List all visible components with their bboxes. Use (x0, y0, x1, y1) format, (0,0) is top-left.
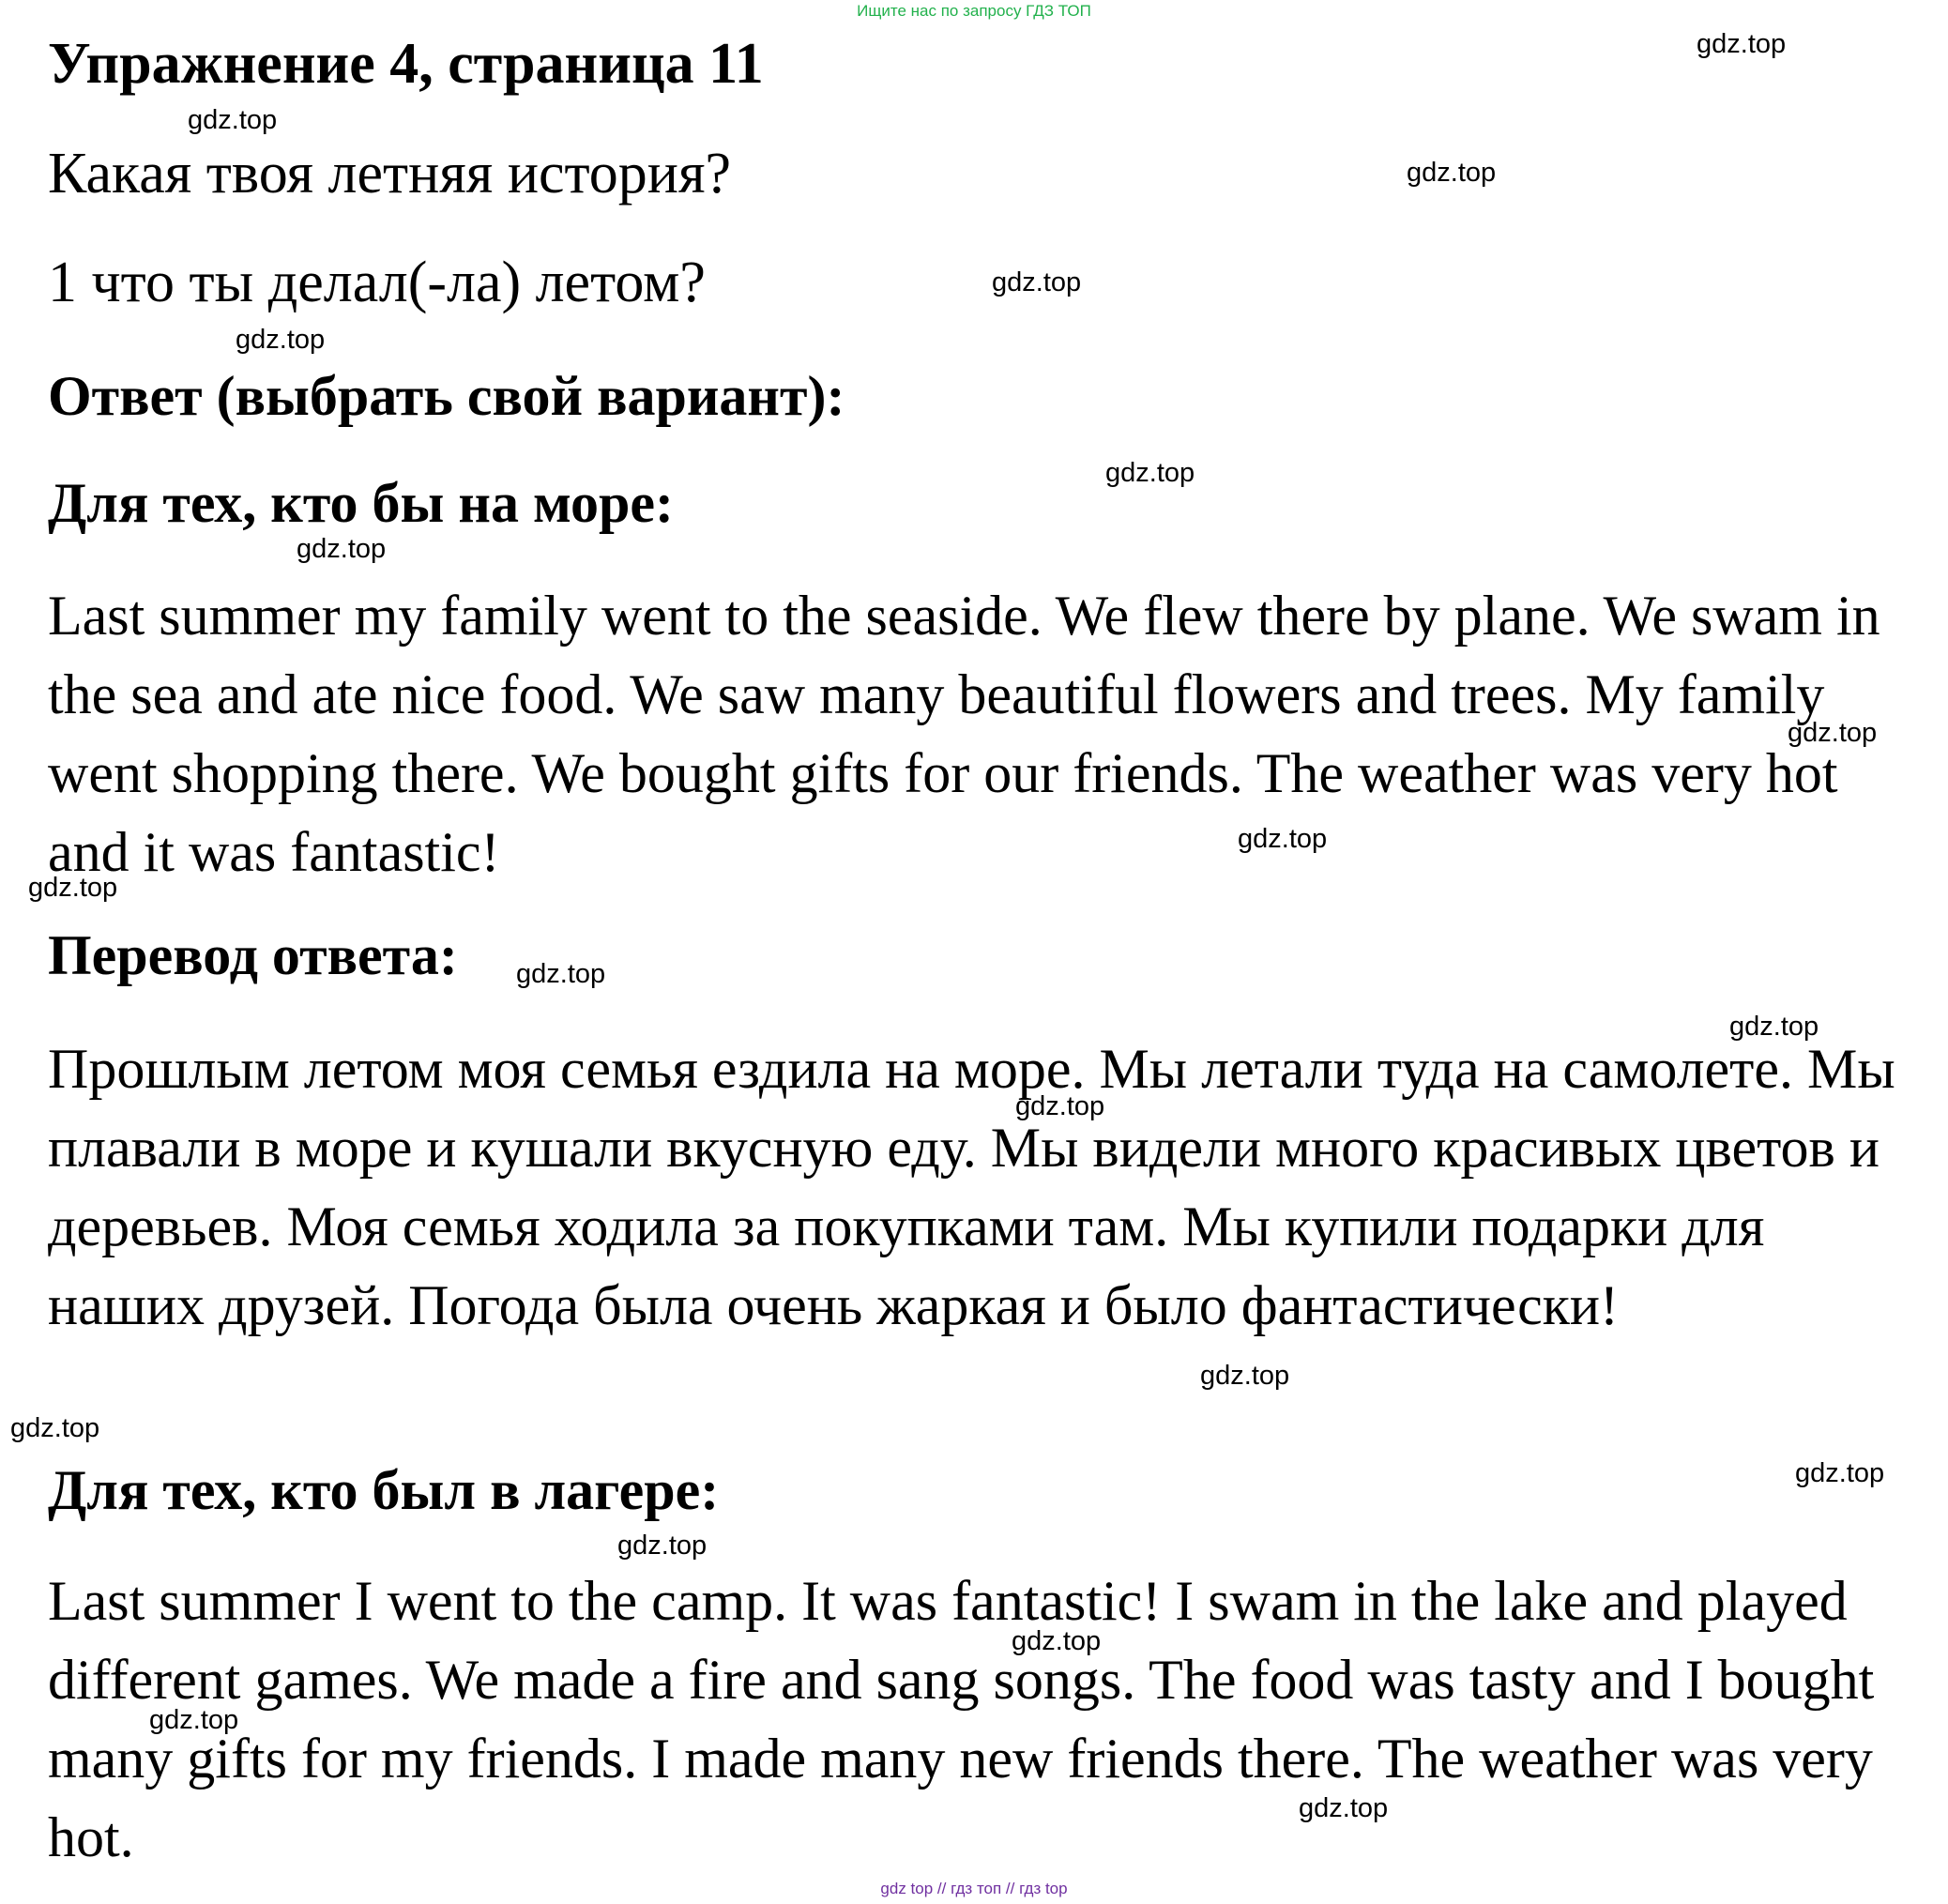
top-banner: Ищите нас по запросу ГДЗ ТОП (857, 2, 1091, 20)
watermark: gdz.top (28, 873, 118, 903)
watermark: gdz.top (1012, 1626, 1102, 1656)
camp-section-heading: Для тех, кто был в лагере: (48, 1459, 720, 1521)
answer-heading: Ответ (выбрать свой вариант): (48, 365, 845, 427)
watermark: gdz.top (149, 1705, 239, 1735)
bottom-banner: gdz top // гдз топ // гдз top (880, 1880, 1068, 1897)
watermark: gdz.top (1238, 824, 1328, 854)
watermark: gdz.top (1788, 718, 1878, 748)
watermark: gdz.top (10, 1413, 100, 1443)
watermark: gdz.top (1299, 1793, 1389, 1823)
watermark: gdz.top (1697, 29, 1787, 59)
watermark: gdz.top (297, 534, 387, 564)
camp-section-text: Last summer I went to the camp. It was fantastic! I swam in the lake and played different games. We made a fire and sang songs. The food was tasty and I bought many gifts for my friends. I made many new friends there. The weather was very hot. (48, 1570, 1875, 1868)
watermark: gdz.top (1407, 158, 1497, 188)
watermark: gdz.top (992, 267, 1082, 297)
watermark: gdz.top (516, 959, 606, 989)
watermark: gdz.top (1015, 1091, 1105, 1121)
watermark: gdz.top (1105, 458, 1195, 488)
translation-heading: Перевод ответа: (48, 924, 458, 986)
watermark: gdz.top (236, 325, 326, 355)
watermark: gdz.top (1729, 1012, 1819, 1042)
watermark: gdz.top (188, 105, 278, 135)
page-title: Упражнение 4, страница 11 (48, 32, 764, 96)
watermark: gdz.top (1795, 1458, 1885, 1488)
watermark: gdz.top (617, 1531, 708, 1561)
translation-text: Прошлым летом моя семья ездила на море. Мы летали туда на самолете. Мы плавали в море и кушали вкусную еду. Мы видели много красивых цветов и деревьев. Моя семья ходила за покупками там. Мы купили подарки для наших друзей. Погода была очень жаркая и было фантастически! (48, 1038, 1895, 1336)
subquestion: 1 что ты делал(-ла) летом? (48, 251, 706, 314)
question: Какая твоя летняя история? (48, 142, 732, 206)
sea-section-text: Last summer my family went to the seaside. We flew there by plane. We swam in the sea and ate nice food. We saw many beautiful flowers and trees. My family went shopping there. We bought gifts for our friends. The weather was very hot and it was fantastic! (48, 585, 1880, 883)
watermark: gdz.top (1200, 1361, 1290, 1391)
sea-section-heading: Для тех, кто бы на море: (48, 472, 675, 534)
